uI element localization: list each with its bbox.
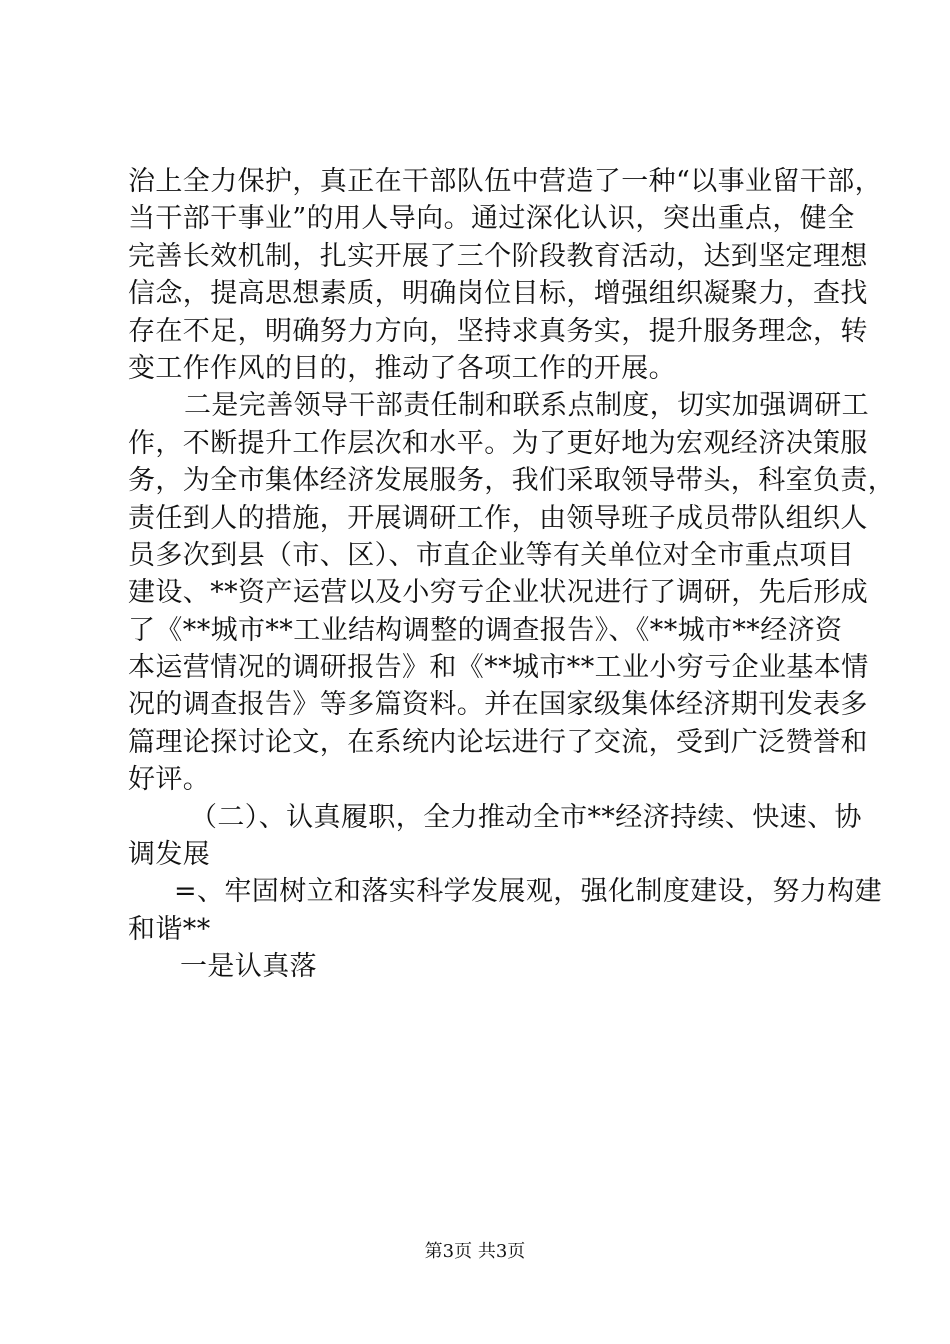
text-line: 务，为全市集体经济发展服务，我们采取领导带头，科室负责， [128,465,896,497]
text-line: 完善长效机制，扎实开展了三个阶段教育活动，达到坚定理想 [128,240,868,272]
subsection-heading-line: 和谐** [128,913,211,945]
section-heading-line: 调发展 [128,839,211,871]
page-number-footer: 第3页 共3页 [424,1241,526,1262]
text-line: 员多次到县（市、区）、市直企业等有关单位对全市重点项目 [128,539,855,571]
text-line: 责任到人的措施，开展调研工作，由领导班子成员带队组织人 [128,502,868,534]
text-line: 况的调查报告》等多篇资料。并在国家级集体经济期刊发表多 [128,689,868,721]
document-body [128,163,896,986]
paragraph-start-line: 一是认真落 [180,951,317,983]
text-line: 存在不足，明确努力方向，坚持求真务实，提升服务理念，转 [128,315,868,347]
text-line: 当干部干事业”的用人导向。通过深化认识，突出重点，健全 [128,203,855,235]
text-line: 建设、**资产运营以及小穷亏企业状况进行了调研，先后形成 [128,577,869,609]
text-line: 篇理论探讨论文，在系统内论坛进行了交流，受到广泛赞誉和 [128,726,868,758]
text-line: 作，不断提升工作层次和水平。为了更好地为宏观经济决策服 [128,427,868,459]
text-line: 了《**城市**工业结构调整的调查报告》、《**城市**经济资 [128,614,843,646]
text-line: 信念，提高思想素质，明确岗位目标，增强组织凝聚力，查找 [128,278,868,310]
text-line: 好评。 [128,764,211,796]
subsection-heading-line: =、牢固树立和落实科学发展观，强化制度建设，努力构建 [174,876,883,908]
text-line: 治上全力保护，真正在干部队伍中营造了一种“以事业留干部， [128,166,883,197]
text-line: 变工作作风的目的，推动了各项工作的开展。 [128,352,676,384]
paragraph-start-line: 二是完善领导干部责任制和联系点制度，切实加强调研工 [184,390,869,422]
text-line: 本运营情况的调研报告》和《**城市**工业小穷亏企业基本情 [128,652,869,684]
section-heading-line: （二）、认真履职，全力推动全市**经济持续、快速、协 [190,801,862,833]
